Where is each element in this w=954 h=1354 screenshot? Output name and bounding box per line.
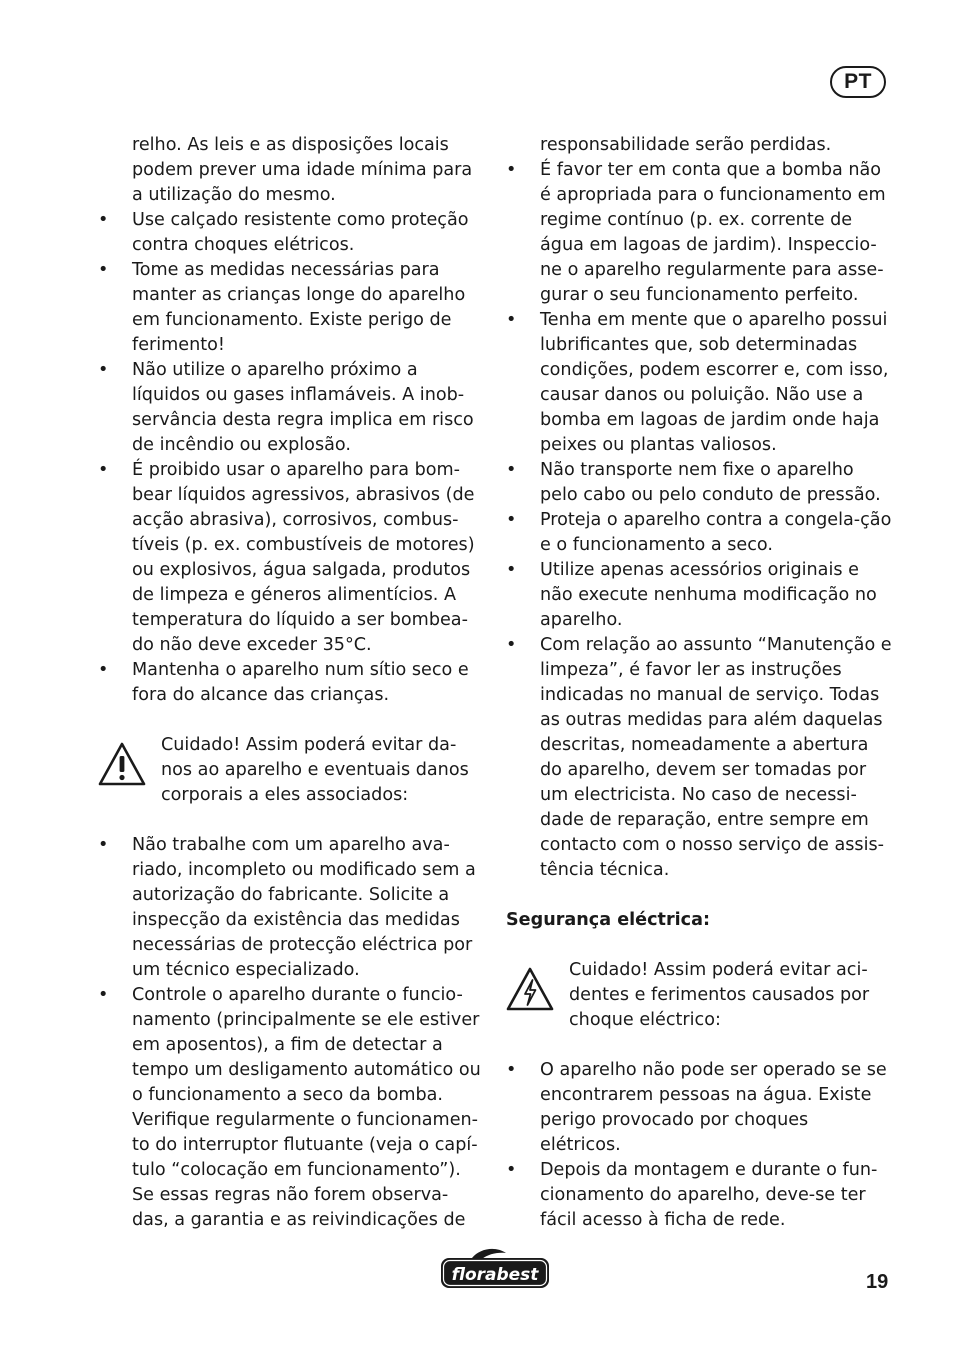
list-item: • Tenha em mente que o aparelho possui lubrificantes que, sob determinadas condições, podem escorrer e, com isso, causar danos ou poluição. Não use a bomba em lagoas de jardim onde haja peixes ou plantas valiosos.	[506, 308, 892, 458]
bullet-list	[98, 833, 482, 1233]
section-heading: Segurança eléctrica:	[506, 910, 711, 930]
continuation-text: responsabilidade serão perdidas.	[540, 135, 832, 155]
page-number: 19	[866, 1271, 889, 1293]
warning-triangle-icon	[98, 741, 146, 787]
electrical-warning-notice	[506, 958, 892, 1033]
list-item: • Com relação ao assunto “Manutenção e limpeza”, é favor ler as instruções indicadas no manual de serviço. Todas as outras medidas para além daquelas descritas, nomeadamente a abertura do aparelho, devem ser tomadas por um electricista. No caso de necessi-dade de reparação, entre sempre em contacto com o nosso serviço de assis-tência técnica.	[506, 633, 892, 883]
language-badge: PT	[830, 66, 886, 98]
florabest-logo	[438, 1246, 552, 1290]
continuation-text: relho. As leis e as disposições locais podem prever uma idade mínima para a utilização do mesmo.	[132, 135, 473, 205]
bullet-list	[98, 208, 482, 708]
warning-notice	[98, 733, 482, 808]
bullet-list	[506, 158, 892, 883]
list-item: • Não transporte nem fixe o aparelho pelo cabo ou pelo conduto de pressão.	[506, 458, 892, 508]
list-item: • Proteja o aparelho contra a congela-ção e o funcionamento a seco.	[506, 508, 892, 558]
list-item: • É proibido usar o aparelho para bom-bear líquidos agressivos, abrasivos (de acção abrasiva), corrosivos, combus-tíveis (p. ex. combustíveis de motores) ou explosivos, água salgada, produtos de limpeza e géneros alimentícios. A temperatura do líquido a ser bombea-do não deve exceder 35°C.	[98, 458, 482, 658]
right-column	[506, 133, 892, 1233]
bullet-list	[506, 1058, 892, 1233]
list-item: • Não trabalhe com um aparelho ava-riado, incompleto ou modificado sem a autorização do fabricante. Solicite a inspecção da existência das medidas necessárias de protecção eléctrica por um técnico especializado.	[98, 833, 482, 983]
list-item: • Não utilize o aparelho próximo a líquidos ou gases inflamáveis. A inob-servância desta regra implica em risco de incêndio ou explosão.	[98, 358, 482, 458]
list-item: • Controle o aparelho durante o funcio-namento (principalmente se ele estiver em aposentos), a fim de detectar a tempo um desligamento automático ou o funcionamento a seco da bomba. Verifique regularmente o funcionamen-to do interruptor flutuante (veja o capí-tulo “colocação em funcionamento”). Se essas regras não forem observa-das, a garantia e as reivindicações de	[98, 983, 482, 1233]
list-item: • Depois da montagem e durante o fun-cionamento do aparelho, deve-se ter fácil acesso à ficha de rede.	[506, 1158, 892, 1233]
warning-text: Cuidado! Assim poderá evitar da-nos ao aparelho e eventuais danos corporais a eles associados:	[161, 735, 469, 805]
warning-text: Cuidado! Assim poderá evitar aci-dentes e ferimentos causados por choque eléctrico:	[569, 960, 870, 1030]
list-item: • É favor ter em conta que a bomba não é apropriada para o funcionamento em regime contínuo (p. ex. corrente de água em lagoas de jardim). Inspeccio-ne o aparelho regularmente para asse-gurar o seu funcionamento perfeito.	[506, 158, 892, 308]
list-item: • Tome as medidas necessárias para manter as crianças longe do aparelho em funcionamento. Existe perigo de ferimento!	[98, 258, 482, 358]
list-item: • Mantenha o aparelho num sítio seco e fora do alcance das crianças.	[98, 658, 482, 708]
list-item: • O aparelho não pode ser operado se se encontrarem pessoas na água. Existe perigo provocado por choques elétricos.	[506, 1058, 892, 1158]
electric-hazard-icon	[506, 966, 554, 1012]
list-item: • Utilize apenas acessórios originais e não execute nenhuma modificação no aparelho.	[506, 558, 892, 633]
left-column	[98, 133, 482, 1233]
brand-wordmark: florabest	[451, 1265, 539, 1285]
list-item: • Use calçado resistente como proteção contra choques elétricos.	[98, 208, 482, 258]
